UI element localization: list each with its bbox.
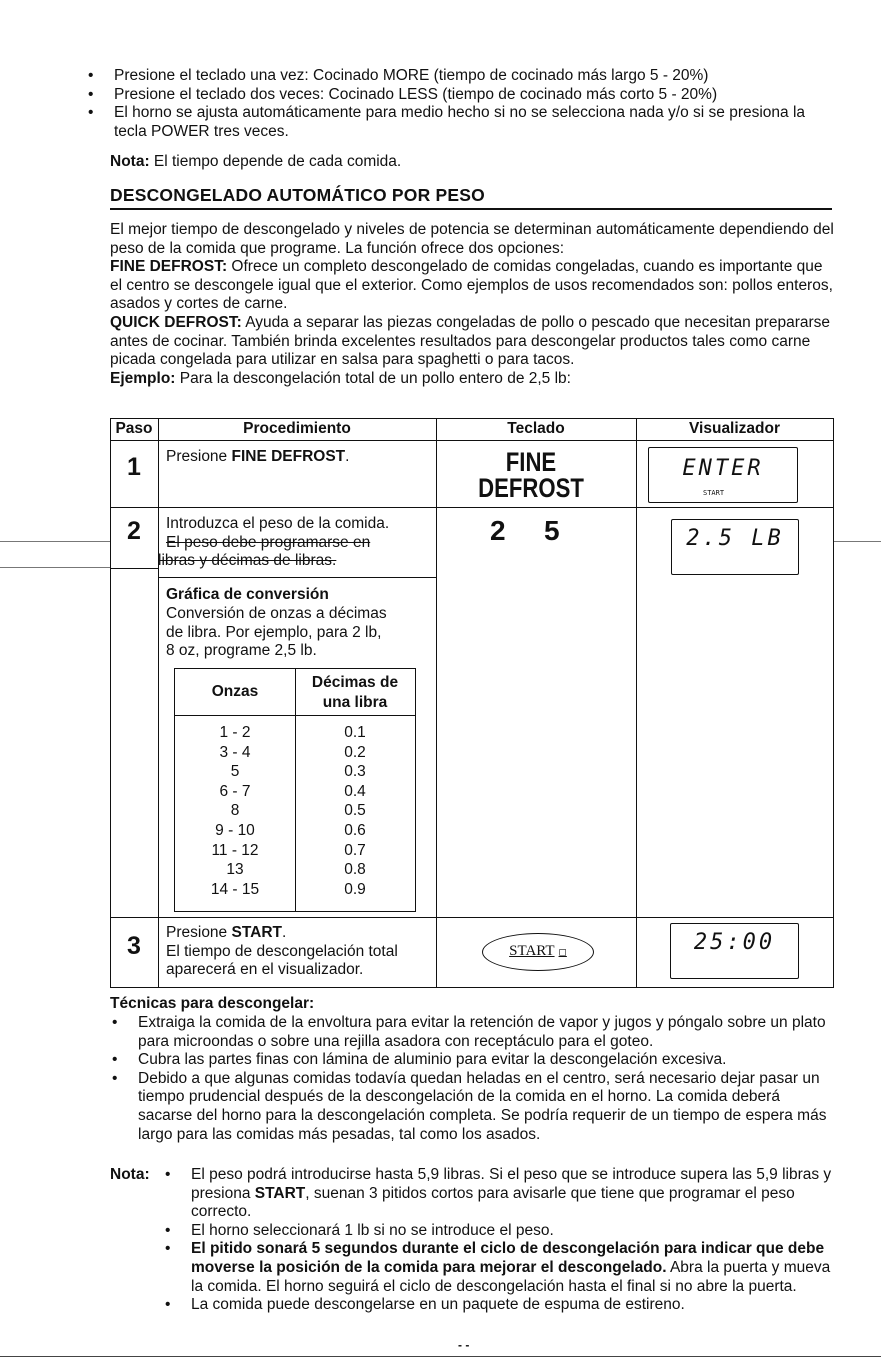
step-1-proc-bold: FINE DEFROST: [231, 448, 346, 465]
conversion-table: [174, 668, 416, 912]
table-row: 0.4: [344, 782, 366, 800]
header-procedure: Procedimiento: [243, 420, 351, 437]
procedure-table: [110, 418, 834, 988]
header-step: Paso: [115, 420, 153, 437]
display-enter: [648, 447, 798, 503]
technique-item: • Cubra las partes finas con lámina de aluminio para evitar la descongelación excesiva.: [104, 1051, 836, 1070]
display-time-text: 25:00: [693, 930, 776, 955]
table-row: 3 - 4: [219, 743, 251, 761]
intro-paragraph: [110, 221, 834, 388]
table-row: 9 - 10: [215, 821, 255, 839]
table-row: 13: [226, 861, 244, 879]
table-row: 8: [230, 802, 240, 820]
note-2-label: Nota:: [110, 1166, 150, 1183]
technique-item: • Debido a que algunas comidas todavía quedan heladas en el centro, será necesario dejar pasar un tiempo prudencial después de la descongelación de la comida en el horno. La comida deberá sacarse del horno para la descongelación completa. Se podría requerir de un tiempo de espera más largo para las comidas más pesadas, tal como los asados.: [104, 1070, 836, 1144]
decimals-column: [295, 723, 415, 899]
table-row: 1 - 2: [219, 724, 251, 741]
conversion-chart-description: Conversión de onzas a décimas de libra. Por ejemplo, para 2 lb, 8 oz, programe 2,5 lb.: [166, 605, 387, 660]
example-label: Ejemplo:: [110, 369, 176, 387]
intro-bullet: • Presione el teclado dos veces: Cocinado LESS (tiempo de cocinado más corto 5 - 20%): [80, 86, 840, 105]
conversion-header-ounces: Onzas: [211, 683, 259, 700]
intro-bullet: • Presione el teclado una vez: Cocinado MORE (tiempo de cocinado más largo 5 - 20%): [80, 67, 840, 86]
note-1-text: El tiempo depende de cada comida.: [149, 153, 402, 170]
note-1: [110, 153, 401, 172]
conversion-header-decimals: Décimas de una libra: [311, 674, 399, 711]
display-weight-text: 2.5 LB: [686, 526, 784, 551]
technique-item: • Extraiga la comida de la envoltura para evitar la retención de vapor y jugos y póngalo sobre un plato para microondas o sobre una rejilla asadora con receptáculo para el goteo.: [104, 1014, 836, 1051]
step-2-proc-line: libras y décimas de libras.: [158, 552, 337, 570]
example-line: [110, 370, 834, 389]
display-time: [670, 923, 799, 979]
note-2-item-3-bold: El pitido sonará 5 segundos durante el ciclo de descongelación para indicar que debe moverse la posición de la comida para mejorar el descongelado.: [191, 1240, 825, 1276]
defrost-key-label: DEFROST: [478, 473, 584, 503]
note-2-item: • La comida puede descongelarse en un paquete de espuma de estireno.: [157, 1296, 837, 1315]
note-2-item: [157, 1166, 837, 1222]
ounces-column: [175, 723, 295, 899]
note-2-item: • El horno seleccionará 1 lb si no se introduce el peso.: [157, 1222, 837, 1241]
step-3-proc-rest: El tiempo de descongelación total aparecerá en el visualizador.: [166, 942, 398, 979]
note-2-item-1-post: , suenan 3 pitidos cortos para avisarle que tiene que programar el peso correcto.: [191, 1184, 795, 1221]
start-button[interactable]: [482, 933, 594, 971]
note-2-item-3-rest: Abra la puerta y mueva la comida. El horno seguirá el ciclo de descongelación hasta el final si no abre la puerta.: [191, 1258, 831, 1295]
step-1-number: 1: [127, 453, 141, 481]
display-enter-text: ENTER: [682, 456, 764, 481]
digit-key-2: 2: [490, 515, 506, 546]
quick-defrost-description: [110, 314, 834, 370]
header-display: Visualizador: [688, 420, 781, 437]
step-2-proc-line: El peso debe programarse en: [166, 533, 371, 551]
techniques-title: Técnicas para descongelar:: [110, 995, 315, 1012]
page-number: - -: [458, 1338, 470, 1352]
step-3-proc-first-line: [166, 924, 436, 943]
table-row: 11 - 12: [211, 841, 259, 859]
step-2-number: 2: [127, 517, 141, 545]
step-3-proc-prefix: Presione: [166, 924, 232, 941]
note-2-item-1-pre: El peso podrá introducirse hasta 5,9 libras. Si el peso que se introduce supera las 5,9 libras y presiona: [191, 1166, 832, 1202]
table-row: 0.1: [344, 724, 366, 741]
fine-defrost-text: Ofrece un completo descongelado de comidas congeladas, cuando es importante que el centro se descongele igual que el exterior. Como ejemplos de usos recomendados son: pollos enteros, asados y cortes de carne.: [110, 258, 833, 313]
step-3-proc-suffix: .: [282, 924, 287, 941]
section-heading: DESCONGELADO AUTOMÁTICO POR PESO: [110, 186, 832, 210]
start-lock-icon: ◻: [558, 947, 567, 958]
techniques-list: [104, 1014, 836, 1144]
step-3-procedure: [166, 924, 436, 980]
quick-defrost-label: QUICK DEFROST:: [110, 313, 242, 331]
note-2-list: [157, 1166, 837, 1315]
table-row: 6 - 7: [219, 782, 251, 800]
table-row: 14 - 15: [210, 880, 260, 898]
table-row: 5: [230, 763, 240, 781]
fine-defrost-description: [110, 258, 834, 314]
step-2-proc-line: Introduzca el peso de la comida.: [166, 515, 390, 532]
step-1-proc-suffix: .: [345, 448, 350, 465]
display-weight: [671, 519, 799, 575]
paragraph-intro: El mejor tiempo de descongelado y niveles de potencia se determinan automáticamente dependiendo del peso de la comida que programe. La función ofrece dos opciones:: [110, 221, 834, 257]
display-start-indicator: START: [703, 489, 725, 497]
step-1-procedure: [166, 448, 432, 467]
fine-key-label: FINE: [505, 447, 557, 477]
step-2-procedure: [158, 515, 432, 571]
table-row: 0.7: [344, 841, 366, 859]
table-row: 0.3: [344, 763, 366, 781]
header-keypad: Teclado: [507, 420, 565, 437]
note-1-label: Nota:: [110, 153, 150, 170]
table-row: 0.8: [344, 861, 366, 879]
fine-defrost-key: [466, 448, 596, 503]
table-row: 0.5: [344, 802, 366, 820]
intro-bullet-list: [80, 67, 840, 141]
intro-bullet: • El horno se ajusta automáticamente para medio hecho si no se selecciona nada y/o si se presiona la tecla POWER tres veces.: [80, 104, 840, 141]
example-text: Para la descongelación total de un pollo entero de 2,5 lb:: [175, 369, 571, 387]
table-row: 0.9: [344, 880, 366, 898]
table-row: 0.2: [344, 743, 366, 761]
start-button-label: START: [509, 943, 555, 959]
quick-defrost-text: Ayuda a separar las piezas congeladas de pollo o pescado que necesitan prepararse antes de cocinar. También brinda excelentes resultados para descongelar productos tales como carne picada congelada para utilizar en salsa para spaghetti o para tacos.: [110, 313, 831, 369]
step-3-number: 3: [127, 932, 141, 960]
fine-defrost-label: FINE DEFROST:: [110, 258, 228, 276]
note-2-item: [157, 1240, 837, 1296]
note-2-item-1-bold: START: [254, 1184, 306, 1202]
conversion-chart-title: Gráfica de conversión: [166, 586, 329, 603]
digit-key-5: 5: [544, 515, 560, 546]
table-row: 0.6: [344, 821, 366, 839]
step-1-proc-prefix: Presione: [166, 448, 232, 465]
step-3-proc-bold: START: [231, 924, 282, 941]
